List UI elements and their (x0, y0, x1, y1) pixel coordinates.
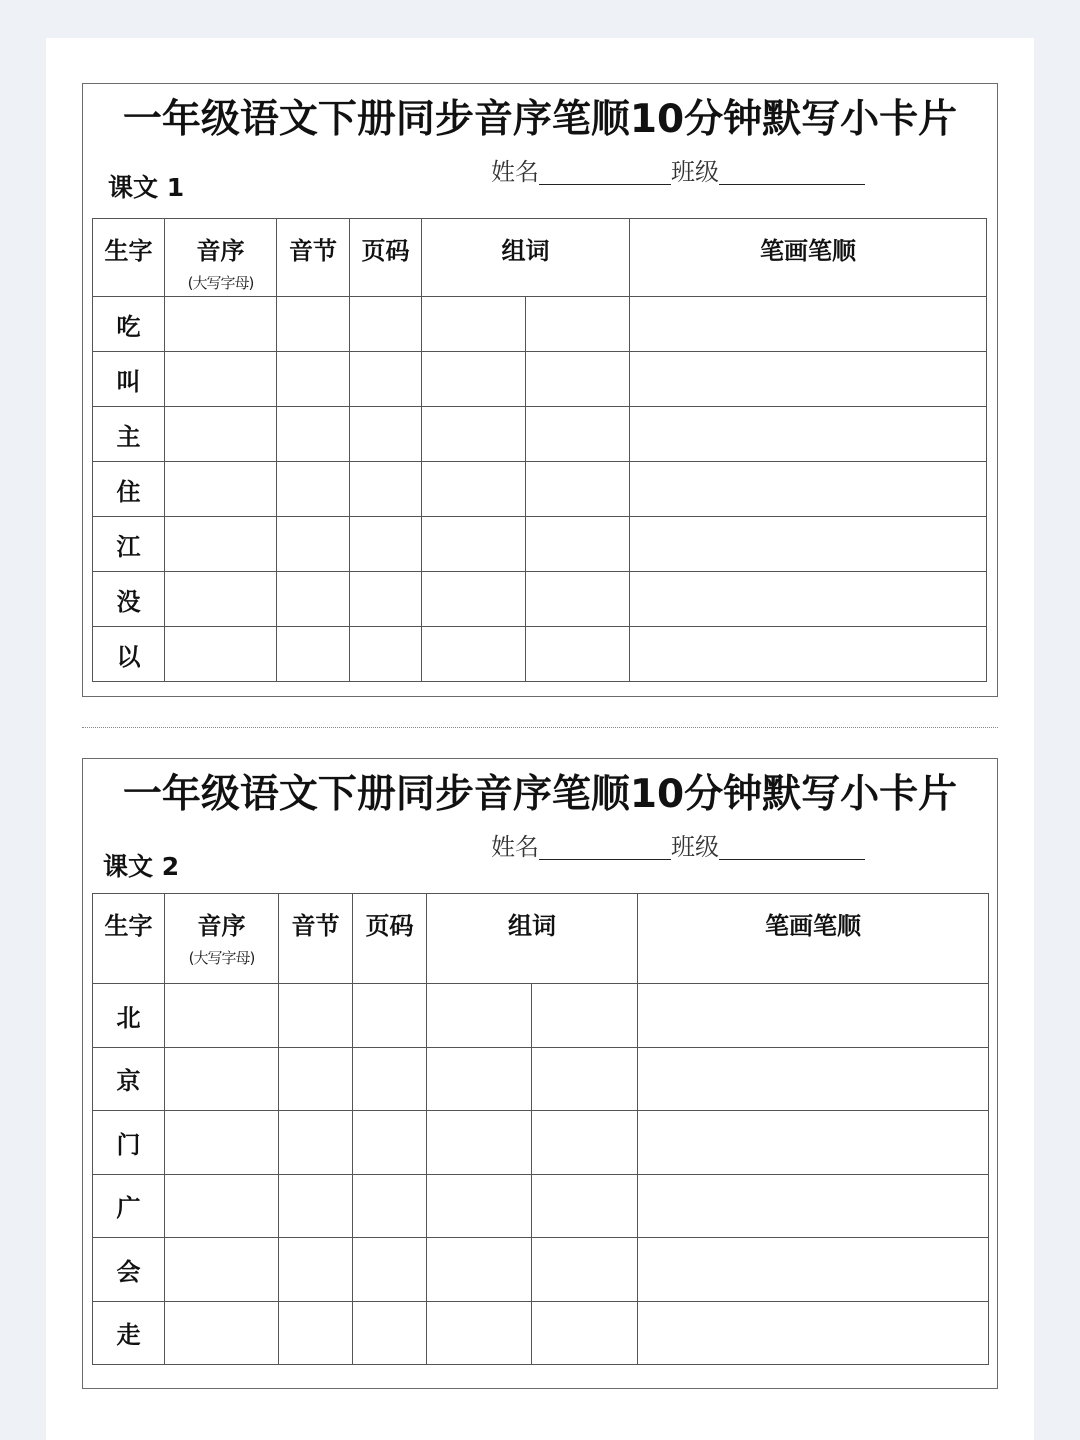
word-cell-1[interactable] (427, 1111, 532, 1175)
char-cell: 北 (93, 984, 165, 1048)
order-cell[interactable] (165, 984, 279, 1048)
table-row (93, 1174, 989, 1238)
strokes-cell[interactable] (630, 517, 987, 572)
syllable-cell[interactable] (277, 352, 350, 407)
strokes-cell[interactable] (638, 1238, 989, 1302)
dictation-table (92, 893, 989, 1365)
strokes-cell[interactable] (638, 1174, 989, 1238)
header-syllable: 音节 (279, 894, 353, 984)
word-cell-2[interactable] (532, 1174, 638, 1238)
strokes-cell[interactable] (638, 984, 989, 1048)
worksheet-page (46, 38, 1034, 1440)
header-strokes: 笔画笔顺 (638, 894, 989, 984)
word-cell-2[interactable] (526, 627, 630, 682)
page-cell[interactable] (353, 1047, 427, 1111)
char-cell: 主 (93, 407, 165, 462)
word-cell-1[interactable] (427, 1047, 532, 1111)
name-blank[interactable] (539, 837, 671, 860)
syllable-cell[interactable] (277, 627, 350, 682)
table-row (93, 352, 987, 407)
header-row (93, 219, 987, 297)
word-cell-1[interactable] (422, 627, 526, 682)
header-page: 页码 (350, 219, 422, 297)
header-words: 组词 (422, 219, 630, 297)
syllable-cell[interactable] (277, 517, 350, 572)
char-cell: 会 (93, 1238, 165, 1302)
char-cell: 吃 (93, 297, 165, 352)
strokes-cell[interactable] (630, 572, 987, 627)
char-cell: 叫 (93, 352, 165, 407)
order-cell[interactable] (165, 1047, 279, 1111)
syllable-cell[interactable] (277, 462, 350, 517)
word-cell-1[interactable] (427, 1301, 532, 1365)
class-label: 班级 (671, 833, 719, 861)
order-cell[interactable] (165, 352, 277, 407)
dictation-card-1 (82, 83, 998, 697)
word-cell-2[interactable] (526, 462, 630, 517)
char-cell: 门 (93, 1111, 165, 1175)
table-row (93, 462, 987, 517)
order-cell[interactable] (165, 1301, 279, 1365)
word-cell-1[interactable] (422, 517, 526, 572)
table-row (93, 984, 989, 1048)
syllable-cell[interactable] (279, 1174, 353, 1238)
name-blank[interactable] (539, 162, 671, 185)
page-cell[interactable] (350, 352, 422, 407)
table-row (93, 407, 987, 462)
char-cell: 以 (93, 627, 165, 682)
page-cell[interactable] (350, 297, 422, 352)
word-cell-1[interactable] (427, 984, 532, 1048)
word-cell-2[interactable] (526, 297, 630, 352)
dictation-table (92, 218, 987, 682)
syllable-cell[interactable] (277, 297, 350, 352)
word-cell-2[interactable] (532, 984, 638, 1048)
char-cell: 走 (93, 1301, 165, 1365)
syllable-cell[interactable] (279, 984, 353, 1048)
word-cell-2[interactable] (532, 1238, 638, 1302)
word-cell-2[interactable] (526, 352, 630, 407)
syllable-cell[interactable] (279, 1047, 353, 1111)
header-words: 组词 (427, 894, 638, 984)
class-label: 班级 (671, 158, 719, 186)
header-order-label: 音序 (197, 912, 246, 940)
dictation-card-2 (82, 758, 998, 1389)
order-cell[interactable] (165, 1174, 279, 1238)
word-cell-1[interactable] (422, 572, 526, 627)
order-cell[interactable] (165, 1111, 279, 1175)
word-cell-2[interactable] (526, 407, 630, 462)
order-cell[interactable] (165, 572, 277, 627)
order-cell[interactable] (165, 517, 277, 572)
header-char: 生字 (93, 219, 165, 297)
order-cell[interactable] (165, 407, 277, 462)
header-char: 生字 (93, 894, 165, 984)
table-row (93, 297, 987, 352)
syllable-cell[interactable] (279, 1301, 353, 1365)
strokes-cell[interactable] (630, 407, 987, 462)
page-cell[interactable] (350, 407, 422, 462)
table-row (93, 1238, 989, 1302)
page-cell[interactable] (350, 627, 422, 682)
order-cell[interactable] (165, 627, 277, 682)
lesson-label: 课文 2 (103, 852, 180, 881)
table-row (93, 572, 987, 627)
char-cell: 京 (93, 1047, 165, 1111)
syllable-cell[interactable] (279, 1238, 353, 1302)
table-row (93, 517, 987, 572)
header-order (165, 894, 279, 984)
word-cell-2[interactable] (532, 1301, 638, 1365)
page-cell[interactable] (350, 572, 422, 627)
name-label: 姓名 (491, 833, 539, 861)
strokes-cell[interactable] (630, 297, 987, 352)
char-cell: 广 (93, 1174, 165, 1238)
strokes-cell[interactable] (638, 1301, 989, 1365)
cut-line-divider (82, 727, 998, 728)
table-row (93, 1301, 989, 1365)
syllable-cell[interactable] (277, 407, 350, 462)
table-row (93, 627, 987, 682)
syllable-cell[interactable] (277, 572, 350, 627)
strokes-cell[interactable] (638, 1111, 989, 1175)
order-cell[interactable] (165, 1238, 279, 1302)
strokes-cell[interactable] (630, 462, 987, 517)
word-cell-1[interactable] (422, 352, 526, 407)
order-cell[interactable] (165, 297, 277, 352)
word-cell-2[interactable] (526, 572, 630, 627)
char-cell: 住 (93, 462, 165, 517)
char-cell: 江 (93, 517, 165, 572)
word-cell-1[interactable] (422, 462, 526, 517)
header-order (165, 219, 277, 297)
table-row (93, 1047, 989, 1111)
page-cell[interactable] (353, 1301, 427, 1365)
page-cell[interactable] (353, 1174, 427, 1238)
page-cell[interactable] (353, 984, 427, 1048)
strokes-cell[interactable] (630, 352, 987, 407)
word-cell-1[interactable] (427, 1174, 532, 1238)
header-page: 页码 (353, 894, 427, 984)
header-order-note: (大写字母) (187, 274, 254, 292)
word-cell-1[interactable] (422, 407, 526, 462)
strokes-cell[interactable] (630, 627, 987, 682)
syllable-cell[interactable] (279, 1111, 353, 1175)
class-blank[interactable] (719, 162, 865, 185)
word-cell-2[interactable] (532, 1111, 638, 1175)
word-cell-1[interactable] (427, 1238, 532, 1302)
header-order-label: 音序 (196, 237, 245, 265)
word-cell-2[interactable] (526, 517, 630, 572)
char-cell: 没 (93, 572, 165, 627)
header-syllable: 音节 (277, 219, 350, 297)
card-title: 一年级语文下册同步音序笔顺10分钟默写小卡片 (122, 97, 958, 142)
student-info (491, 827, 865, 862)
card-title: 一年级语文下册同步音序笔顺10分钟默写小卡片 (122, 772, 958, 817)
page-cell[interactable] (353, 1111, 427, 1175)
page-cell[interactable] (353, 1238, 427, 1302)
header-order-note: (大写字母) (188, 949, 255, 967)
table-row (93, 1111, 989, 1175)
word-cell-2[interactable] (532, 1047, 638, 1111)
student-info (491, 152, 865, 187)
header-row (93, 894, 989, 984)
page-cell[interactable] (350, 517, 422, 572)
page-cell[interactable] (350, 462, 422, 517)
header-strokes: 笔画笔顺 (630, 219, 987, 297)
strokes-cell[interactable] (638, 1047, 989, 1111)
class-blank[interactable] (719, 837, 865, 860)
name-label: 姓名 (491, 158, 539, 186)
lesson-label: 课文 1 (108, 173, 185, 202)
word-cell-1[interactable] (422, 297, 526, 352)
order-cell[interactable] (165, 462, 277, 517)
